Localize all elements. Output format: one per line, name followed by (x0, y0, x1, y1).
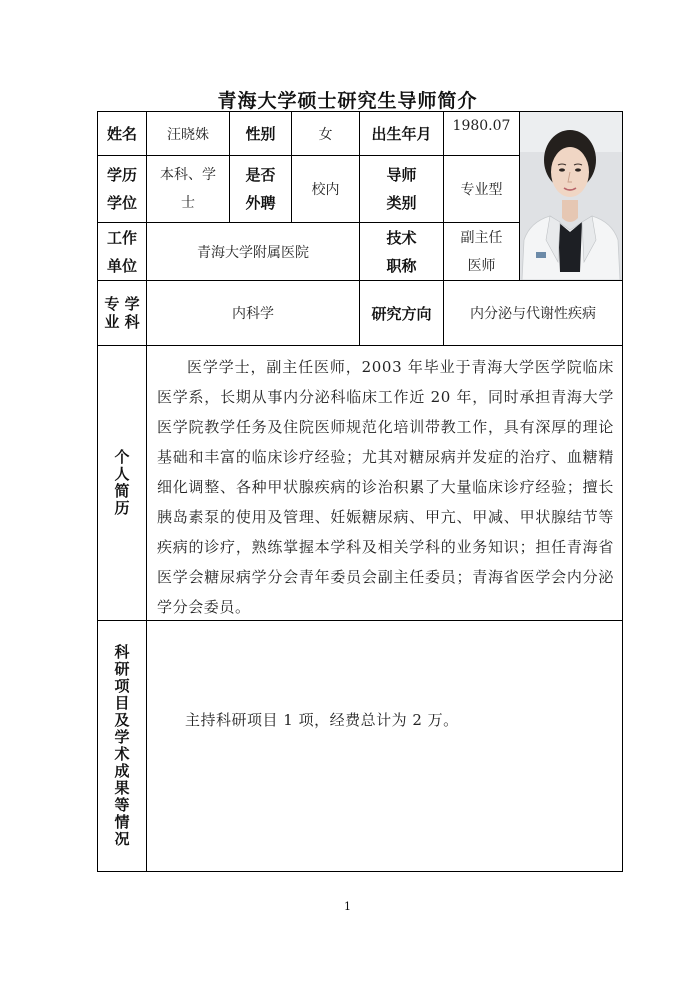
projects-text: 主持科研项目 1 项，经费总计为 2 万。 (146, 620, 623, 872)
major-label: 专 学 业 科 (97, 280, 147, 346)
education-label: 学历 学位 (97, 155, 147, 223)
research-direction-value: 内分泌与代谢性疾病 (443, 280, 623, 346)
work-unit-value: 青海大学附属医院 (146, 222, 360, 281)
birth-label: 出生年月 (359, 111, 444, 156)
major-value: 内科学 (146, 280, 360, 346)
supervisor-type-label: 导师 类别 (359, 155, 444, 223)
biography-paragraph: 医学学士，副主任医师，2003 年毕业于青海大学医学院临床医学系，长期从事内分泌科临床工作近 20 年，同时承担青海大学医学院教学任务及住院医师规范化培训带教工作，具有深厚的理论基础和丰富的临床诊疗经验；尤其对糖尿病并发症的治疗、血糖精细化调整、各种甲状腺疾病的诊治积累了大量临床诊疗经验；擅长胰岛素泵的使用及管理、妊娠糖尿病、甲亢、甲减、甲状腺结节等疾病的诊疗，熟练掌握本学科及相关学科的业务知识；担任青海省医学会糖尿病学分会青年委员会副主任委员；青海省医学会内分泌学分会委员。 (157, 358, 614, 616)
portrait-image (520, 112, 622, 280)
name-label: 姓名 (97, 111, 147, 156)
birth-value: 1980.07 (443, 111, 520, 156)
external-hire-value: 校内 (291, 155, 360, 223)
work-unit-label: 工作 单位 (97, 222, 147, 281)
professional-title-value: 副主任 医师 (443, 222, 520, 281)
name-value: 汪晓姝 (146, 111, 230, 156)
education-value: 本科、学 士 (146, 155, 230, 223)
gender-value: 女 (291, 111, 360, 156)
research-direction-label: 研究方向 (359, 280, 444, 346)
page-title: 青海大学硕士研究生导师简介 (217, 90, 478, 112)
external-hire-label: 是否 外聘 (229, 155, 292, 223)
biography-text (146, 345, 623, 621)
biography-label: 个人简历 (97, 345, 147, 621)
supervisor-type-value: 专业型 (443, 155, 520, 223)
page-number: 1 (344, 900, 351, 913)
portrait-photo (519, 111, 623, 281)
projects-label: 科研项目及学术成果等情况 (97, 620, 147, 872)
professional-title-label: 技术 职称 (359, 222, 444, 281)
gender-label: 性别 (229, 111, 292, 156)
